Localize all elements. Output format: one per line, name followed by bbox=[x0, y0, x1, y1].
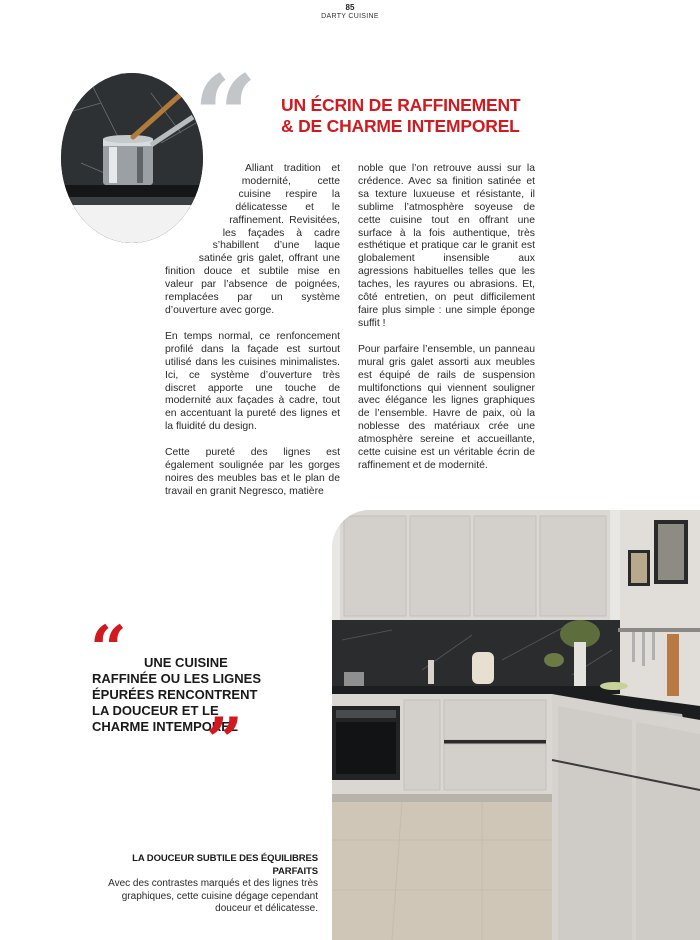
page-number: 85 bbox=[345, 3, 355, 12]
body-column-right bbox=[358, 163, 535, 486]
body-paragraph: Cette pureté des lignes est également soulignée par les gorges noires des meubles bas et le plan de travail en granit Negresco, matière bbox=[165, 447, 340, 497]
body-column-left bbox=[165, 163, 340, 512]
pull-quote-text: RAFFINÉE OU LES LIGNES ÉPURÉES RENCONTRENT LA DOUCEUR ET LE CHARME INTEMPOREL bbox=[92, 671, 262, 734]
headline-line-2: & DE CHARME INTEMPOREL bbox=[281, 116, 520, 136]
quote-mark-icon: “ bbox=[193, 52, 248, 183]
kitchen-photo bbox=[332, 510, 700, 940]
article-headline bbox=[281, 95, 541, 137]
section-title: DARTY CUISINE bbox=[321, 13, 379, 20]
body-paragraph: En temps normal, ce renfoncement profilé dans la façade est surtout utilisé dans les cuisines minimalistes. Ici, ce système d’ouverture très discret apporte une touche de modernité aux façades à cadre, tout en accentuant la pureté des lignes et la fluidité du design. bbox=[165, 330, 340, 433]
headline-line-1: UN ÉCRIN DE RAFFINEMENT bbox=[281, 95, 521, 115]
caption-title: LA DOUCEUR SUBTILE DES ÉQUILIBRES PARFAITS bbox=[132, 853, 318, 877]
body-paragraph: Pour parfaire l’ensemble, un panneau mural gris galet assorti aux meubles est équipé de rails de suspension multifonctions qui viennent souligner avec élégance les lignes graphiques de l’ensemble. Havre de paix, où la noblesse des matériaux crée une atmosphère sereine et accueillante, cette cuisine est un véritable écrin de raffinement et de modernité. bbox=[358, 343, 535, 471]
caption-text: Avec des contrastes marqués et des lignes très graphiques, cette cuisine dégage cependant douceur et délicatesse. bbox=[108, 878, 318, 914]
body-paragraph: noble que l’on retrouve aussi sur la crédence. Avec sa finition satinée et sa texture luxueuse et résistante, il sublime l’atmosphère soyeuse de cette cuisine tout en offrant une surface à la fois authentique, très esthétique et pratique car le granit est globalement insensible aux agressions habituelles telles que les taches, les rayures ou abrasions. Et, côté entretien, on peut difficilement faire plus simple : une simple éponge suffit ! bbox=[358, 163, 535, 329]
body-paragraph: Alliant tradition et modernité, cette cuisine respire la délicatesse et le raffinement. Revisitées, les façades à cadre s’habillent d’une laque satinée gris galet, offrant une finition douce et subtile mise en valeur par l’absence de poignées, remplacées par un système d’ouverture avec gorge. bbox=[165, 163, 340, 316]
quote-open-icon: “ bbox=[90, 612, 121, 687]
pull-quote-first-line: UNE CUISINE bbox=[144, 655, 228, 670]
quote-close-icon: ” bbox=[206, 704, 237, 779]
photo-caption bbox=[100, 853, 318, 916]
